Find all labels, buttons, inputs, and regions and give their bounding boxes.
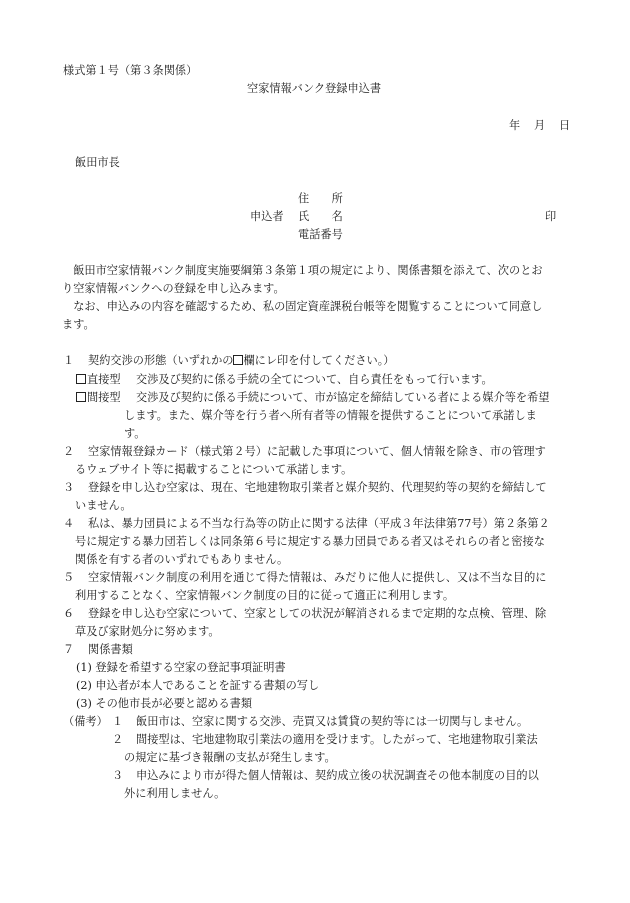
- date-year-label: 年: [509, 119, 521, 132]
- remark-number: １: [112, 715, 124, 728]
- remark-text: 申込みにより市が得た個人情報は、契約成立後の状況調査その他本制度の目的以: [136, 769, 539, 782]
- item-number: ７: [63, 643, 75, 656]
- form-id: 様式第１号（第３条関係）: [63, 64, 198, 77]
- seal-mark: 印: [545, 210, 557, 223]
- direct-type-option[interactable]: [76, 374, 121, 385]
- direct-type-checkbox[interactable]: [76, 374, 86, 384]
- item-number: ４: [63, 517, 75, 530]
- remark-number: ２: [112, 733, 124, 746]
- intro-line: ます。: [62, 318, 95, 331]
- item-text: 登録を申し込む空家について、空家としての状況が解消されるまで定期的な点検、管理、除: [88, 607, 547, 620]
- indirect-type-text: す。: [124, 427, 146, 440]
- item-number: ２: [63, 445, 75, 458]
- checkbox-icon: [233, 355, 243, 365]
- address-label: 住 所: [298, 192, 343, 205]
- item-number: ６: [63, 607, 75, 620]
- indirect-type-text: します。また、媒介等を行う者へ所有者等の情報を提供することについて承諾しま: [124, 409, 537, 422]
- date-day-label: 日: [559, 119, 571, 132]
- intro-line: なお、申込みの内容を確認するため、私の固定資産課税台帳等を閲覧することについて同意し: [62, 300, 543, 313]
- document-list-item: (2) 申込者が本人であることを証する書類の写し: [76, 679, 320, 692]
- name-label: 氏 名: [298, 210, 343, 223]
- item-text: 号に規定する暴力団若しくは同条第６号に規定する暴力団員である者又はそれらの者と密接な: [75, 535, 545, 548]
- document-list-item: (3) その他市長が必要と認める書類: [76, 697, 253, 710]
- item-text: るウェブサイト等に掲載することについて承諾します。: [75, 463, 353, 476]
- item1-heading-b: 欄にレ印を付してください。）: [243, 354, 395, 367]
- indirect-type-option[interactable]: [76, 392, 121, 403]
- item-number: ５: [63, 571, 75, 584]
- direct-type-label: 直接型: [87, 373, 121, 386]
- addressee: 飯田市長: [75, 156, 120, 169]
- item-text: 空家情報バンク制度の利用を通じて得た情報は、みだりに他人に提供し、又は不当な目的に: [88, 571, 547, 584]
- item-number: ３: [63, 481, 75, 494]
- remark-text: 飯田市は、空家に関する交渉、売買又は賃貸の契約等には一切関与しません。: [136, 715, 529, 728]
- remarks-label: （備考）: [63, 715, 108, 728]
- remark-text: の規定に基づき報酬の支払が発生します。: [124, 751, 336, 764]
- indirect-type-text: 交渉及び契約に係る手続について、市が協定を締結している者による媒介等を希望: [136, 391, 550, 404]
- item-text: 空家情報登録カード（様式第２号）に記載した事項について、個人情報を除き、市の管理す: [88, 445, 546, 458]
- item-text: 私は、暴力団員による不当な行為等の防止に関する法律（平成３年法律第77号）第２条第２: [88, 517, 550, 530]
- intro-line: 飯田市空家情報バンク制度実施要綱第３条第１項の規定により、関係書類を添えて、次のとお: [62, 264, 543, 277]
- phone-label: 電話番号: [298, 228, 343, 241]
- indirect-type-label: 間接型: [87, 391, 121, 404]
- item7-heading: 関係書類: [88, 643, 133, 656]
- item-text: 登録を申し込む空家は、現在、宅地建物取引業者と媒介契約、代理契約等の契約を締結して: [88, 481, 547, 494]
- remark-text: 間接型は、宅地建物取引業法の適用を受けます。したがって、宅地建物取引業法: [136, 733, 538, 746]
- item-text: 関係を有する者のいずれでもありません。: [75, 553, 289, 566]
- indirect-type-checkbox[interactable]: [76, 392, 86, 402]
- item-text: いません。: [75, 499, 132, 512]
- item-text: 草及び家財処分に努めます。: [75, 625, 220, 638]
- remark-text: 外に利用しません。: [124, 787, 226, 800]
- direct-type-text: 交渉及び契約に係る手続の全てについて、自ら責任をもって行います。: [136, 373, 493, 386]
- item-text: 利用することなく、空家情報バンク制度の目的に従って適正に利用します。: [75, 589, 455, 602]
- item1-heading: [88, 355, 394, 366]
- intro-line: り空家情報バンクへの登録を申し込みます。: [62, 282, 285, 295]
- remark-number: ３: [112, 769, 124, 782]
- document-list-item: (1) 登録を希望する空家の登記事項証明書: [76, 661, 286, 674]
- item1-heading-a: 契約交渉の形態（いずれかの: [88, 354, 234, 367]
- item-number: １: [63, 354, 75, 367]
- applicant-label: 申込者: [250, 210, 284, 223]
- date-month-label: 月: [534, 119, 546, 132]
- form-title: 空家情報バンク登録申込書: [247, 82, 382, 95]
